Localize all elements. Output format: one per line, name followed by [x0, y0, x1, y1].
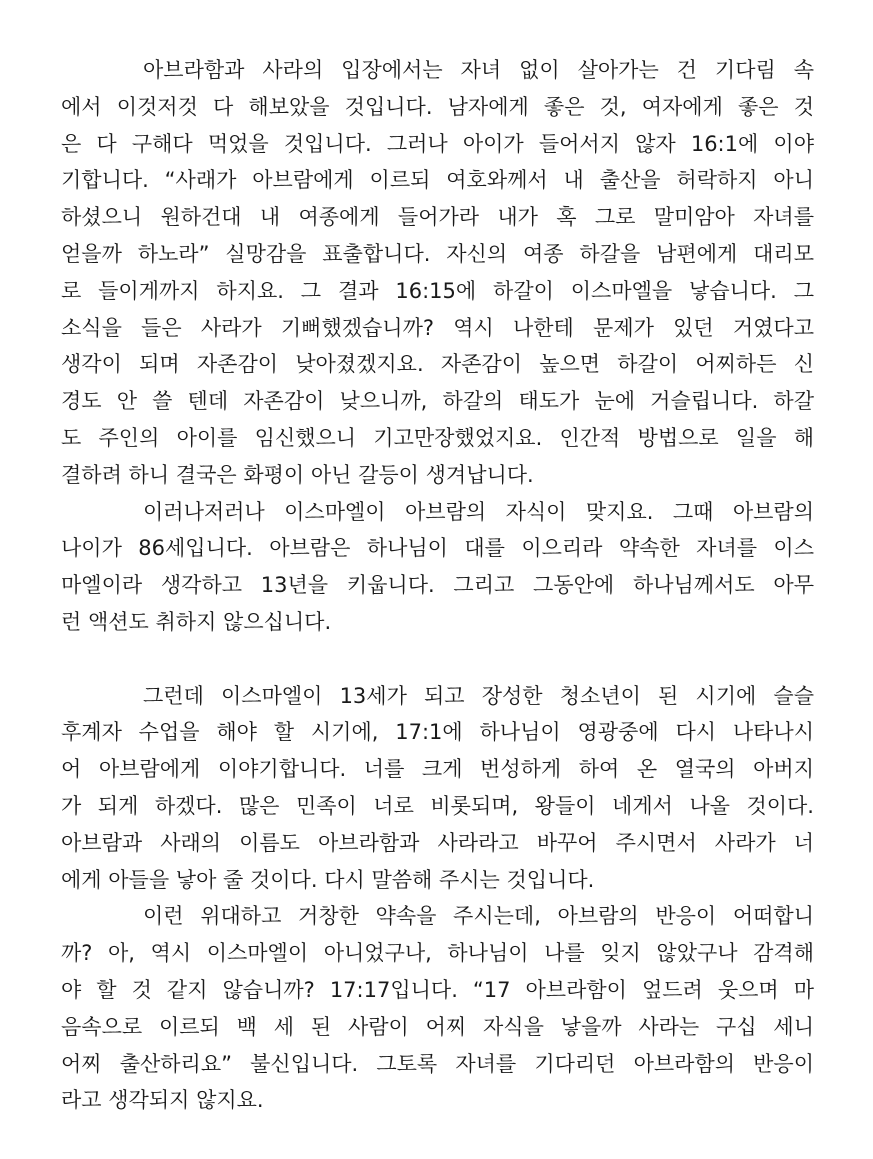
- text-line: 라고 생각되지 않지요.: [61, 1088, 264, 1113]
- text-line: 마엘이라 생각하고 13년을 키웁니다. 그리고 그동안에 하나님께서도 아무: [61, 573, 814, 598]
- text-line: 기합니다. “사래가 아브람에게 이르되 여호와께서 내 출산을 허락하지 아니: [61, 168, 814, 193]
- text-line: 소식을 들은 사라가 기뻐했겠습니까? 역시 나한테 문제가 있던 거였다고: [61, 315, 814, 340]
- paragraph-gap: [61, 641, 814, 678]
- text-line: 야 할 것 같지 않습니까? 17:17입니다. “17 아브라함이 엎드려 웃으며 마: [61, 977, 814, 1002]
- text-line: 런 액션도 취하지 않으십니다.: [61, 609, 332, 634]
- text-line: 나이가 86세입니다. 아브람은 하나님이 대를 이으리라 약속한 자녀를 이스: [61, 536, 814, 561]
- text-line: 도 주인의 아이를 임신했으니 기고만장했었지요. 인간적 방법으로 일을 해: [61, 425, 814, 450]
- paragraph-1: [61, 52, 814, 494]
- text-line: 얻을까 하노라” 실망감을 표출합니다. 자신의 여종 하갈을 남편에게 대리모: [61, 241, 814, 266]
- text-line: 경도 안 쓸 텐데 자존감이 낮으니까, 하갈의 태도가 눈에 거슬립니다. 하갈: [61, 389, 814, 414]
- text-line: 생각이 되며 자존감이 낮아졌겠지요. 자존감이 높으면 하갈이 어찌하든 신: [61, 352, 814, 377]
- paragraph-3: [61, 678, 814, 899]
- text-line: 그런데 이스마엘이 13세가 되고 장성한 청소년이 된 시기에 슬슬: [143, 683, 814, 708]
- text-line: 이러나저러나 이스마엘이 아브람의 자식이 맞지요. 그때 아브람의: [143, 499, 814, 524]
- text-line: 은 다 구해다 먹었을 것입니다. 그러나 아이가 들어서지 않자 16:1에 이야: [61, 131, 814, 156]
- text-line: 어 아브람에게 이야기합니다. 너를 크게 번성하게 하여 온 열국의 아버지: [61, 757, 814, 782]
- text-line: 로 들이게까지 하지요. 그 결과 16:15에 하갈이 이스마엘을 낳습니다. 그: [61, 278, 814, 303]
- paragraph-4: [61, 898, 814, 1119]
- document-page: [61, 52, 814, 1119]
- text-line: 어찌 출산하리요” 불신입니다. 그토록 자녀를 기다리던 아브라함의 반응이: [61, 1051, 814, 1076]
- text-line: 까? 아, 역시 이스마엘이 아니었구나, 하나님이 나를 잊지 않았구나 감격해: [61, 941, 814, 966]
- paragraph-2: [61, 494, 814, 641]
- text-line: 에게 아들을 낳아 줄 것이다. 다시 말씀해 주시는 것입니다.: [61, 867, 595, 892]
- text-line: 결하려 하니 결국은 화평이 아닌 갈등이 생겨납니다.: [61, 462, 534, 487]
- text-line: 에서 이것저것 다 해보았을 것입니다. 남자에게 좋은 것, 여자에게 좋은 것: [61, 94, 814, 119]
- text-line: 음속으로 이르되 백 세 된 사람이 어찌 자식을 낳을까 사라는 구십 세니: [61, 1014, 814, 1039]
- text-line: 아브라함과 사라의 입장에서는 자녀 없이 살아가는 건 기다림 속: [143, 58, 814, 82]
- text-line: 가 되게 하겠다. 많은 민족이 너로 비롯되며, 왕들이 네게서 나올 것이다.: [61, 793, 814, 818]
- text-line: 후계자 수업을 해야 할 시기에, 17:1에 하나님이 영광중에 다시 나타나시: [61, 720, 814, 745]
- text-line: 이런 위대하고 거창한 약속을 주시는데, 아브람의 반응이 어떠합니: [143, 904, 814, 929]
- text-line: 하셨으니 원하건대 내 여종에게 들어가라 내가 혹 그로 말미암아 자녀를: [61, 205, 814, 230]
- text-line: 아브람과 사래의 이름도 아브라함과 사라라고 바꾸어 주시면서 사라가 너: [61, 830, 814, 855]
